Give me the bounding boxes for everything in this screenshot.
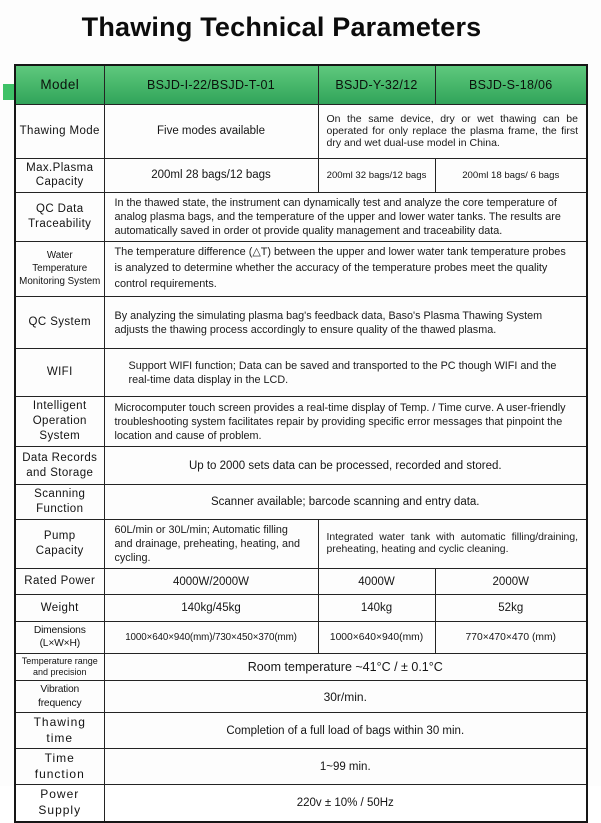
cell-power-supply: 220v ± 10% / 50Hz bbox=[104, 785, 587, 822]
cell-rated-power-model2: 4000W bbox=[318, 569, 435, 595]
row-vibration bbox=[15, 681, 587, 713]
row-label-wifi: WIFI bbox=[15, 349, 104, 397]
cell-dimensions-model2: 1000×640×940(mm) bbox=[318, 622, 435, 654]
row-pump bbox=[15, 519, 587, 568]
header-model-2: BSJD-Y-32/12 bbox=[318, 65, 435, 104]
row-label-vibration: Vibration frequency bbox=[15, 681, 104, 713]
row-thawing-mode bbox=[15, 104, 587, 158]
row-label-intelligent: Intelligent Operation System bbox=[15, 397, 104, 447]
cell-weight-model2: 140kg bbox=[318, 595, 435, 622]
row-intelligent bbox=[15, 397, 587, 447]
cell-pump-model1: 60L/min or 30L/min; Automatic filling and drainage, preheating, heating, and cycling. bbox=[104, 519, 318, 568]
header-model-3: BSJD-S-18/06 bbox=[435, 65, 587, 104]
row-label-water-temp: Water Temperature Monitoring System bbox=[15, 242, 104, 297]
cell-weight-model3: 52kg bbox=[435, 595, 587, 622]
row-power-supply bbox=[15, 785, 587, 822]
cell-qc-system: By analyzing the simulating plasma bag's feedback data, Baso's Plasma Thawing System adjusts the thawing process accordingly to ensure quality of the thawed plasma. bbox=[104, 297, 587, 349]
row-time-function bbox=[15, 749, 587, 785]
row-label-weight: Weight bbox=[15, 595, 104, 622]
row-label-time-function: Time function bbox=[15, 749, 104, 785]
row-label-rated-power: Rated Power bbox=[15, 569, 104, 595]
row-qc-data bbox=[15, 193, 587, 242]
cell-qc-data: In the thawed state, the instrument can dynamically test and analyze the core temperature of analog plasma bags, and the temperature of the upper and lower water tanks. The results are automatically saved in order ot provide quality management and traceability data. bbox=[104, 193, 587, 242]
cell-pump-model23: Integrated water tank with automatic filling/draining, preheating, heating and cyclic cleaning. bbox=[318, 519, 587, 568]
row-max-plasma bbox=[15, 158, 587, 193]
row-label-power-supply: Power Supply bbox=[15, 785, 104, 822]
header-row bbox=[15, 65, 587, 104]
row-wifi bbox=[15, 349, 587, 397]
header-model-label: Model bbox=[15, 65, 104, 104]
row-label-qc-data: QC Data Traceability bbox=[15, 193, 104, 242]
row-label-scanning: Scanning Function bbox=[15, 485, 104, 520]
cell-thawing-time: Completion of a full load of bags within 30 min. bbox=[104, 713, 587, 749]
row-label-qc-system: QC System bbox=[15, 297, 104, 349]
cell-intelligent: Microcomputer touch screen provides a real-time display of Temp. / Time curve. A user-friendly troubleshooting system facilitates repair by providing specific error messages that pinpoint the location and cause of problem. bbox=[104, 397, 587, 447]
cell-max-plasma-model1: 200ml 28 bags/12 bags bbox=[104, 158, 318, 193]
cell-rated-power-model3: 2000W bbox=[435, 569, 587, 595]
cell-water-temp: The temperature difference (△T) between the upper and lower water tank temperature probes is analyzed to determine whether the accuracy of the temperature probes meet the quality control requirements. bbox=[104, 242, 587, 297]
cell-vibration: 30r/min. bbox=[104, 681, 587, 713]
page-title: Thawing Technical Parameters bbox=[81, 12, 482, 42]
row-weight bbox=[15, 595, 587, 622]
row-label-data-records: Data Records and Storage bbox=[15, 447, 104, 485]
row-scanning bbox=[15, 485, 587, 520]
row-label-max-plasma: Max.Plasma Capacity bbox=[15, 158, 104, 193]
cell-wifi: Support WIFI function; Data can be saved and transported to the PC though WIFI and the real-time data display in the LCD. bbox=[104, 349, 587, 397]
row-thawing-time bbox=[15, 713, 587, 749]
cell-max-plasma-model2: 200ml 32 bags/12 bags bbox=[318, 158, 435, 193]
row-label-thawing-time: Thawing time bbox=[15, 713, 104, 749]
cell-scanning: Scanner available; barcode scanning and entry data. bbox=[104, 485, 587, 520]
row-temp-range bbox=[15, 653, 587, 681]
cell-thawing-mode-model23: On the same device, dry or wet thawing can be operated for only replace the plasma frame, the first dry and wet dual-use model in China. bbox=[318, 104, 587, 158]
row-dimensions bbox=[15, 622, 587, 654]
cell-dimensions-model1: 1000×640×940(mm)/730×450×370(mm) bbox=[104, 622, 318, 654]
cell-data-records: Up to 2000 sets data can be processed, recorded and stored. bbox=[104, 447, 587, 485]
cell-rated-power-model1: 4000W/2000W bbox=[104, 569, 318, 595]
row-rated-power bbox=[15, 569, 587, 595]
row-label-temp-range: Temperature range and precision bbox=[15, 653, 104, 681]
cell-weight-model1: 140kg/45kg bbox=[104, 595, 318, 622]
parameters-table bbox=[14, 64, 588, 823]
cell-max-plasma-model3: 200ml 18 bags/ 6 bags bbox=[435, 158, 587, 193]
header-model-1: BSJD-I-22/BSJD-T-01 bbox=[104, 65, 318, 104]
row-label-pump: Pump Capacity bbox=[15, 519, 104, 568]
row-label-dimensions: Dimensions (L×W×H) bbox=[15, 622, 104, 654]
row-qc-system bbox=[15, 297, 587, 349]
cell-dimensions-model3: 770×470×470 (mm) bbox=[435, 622, 587, 654]
cell-thawing-mode-model1: Five modes available bbox=[104, 104, 318, 158]
row-data-records bbox=[15, 447, 587, 485]
cell-time-function: 1~99 min. bbox=[104, 749, 587, 785]
row-water-temp bbox=[15, 242, 587, 297]
cell-temp-range: Room temperature ~41°C / ± 0.1°C bbox=[104, 653, 587, 681]
row-label-thawing-mode: Thawing Mode bbox=[15, 104, 104, 158]
